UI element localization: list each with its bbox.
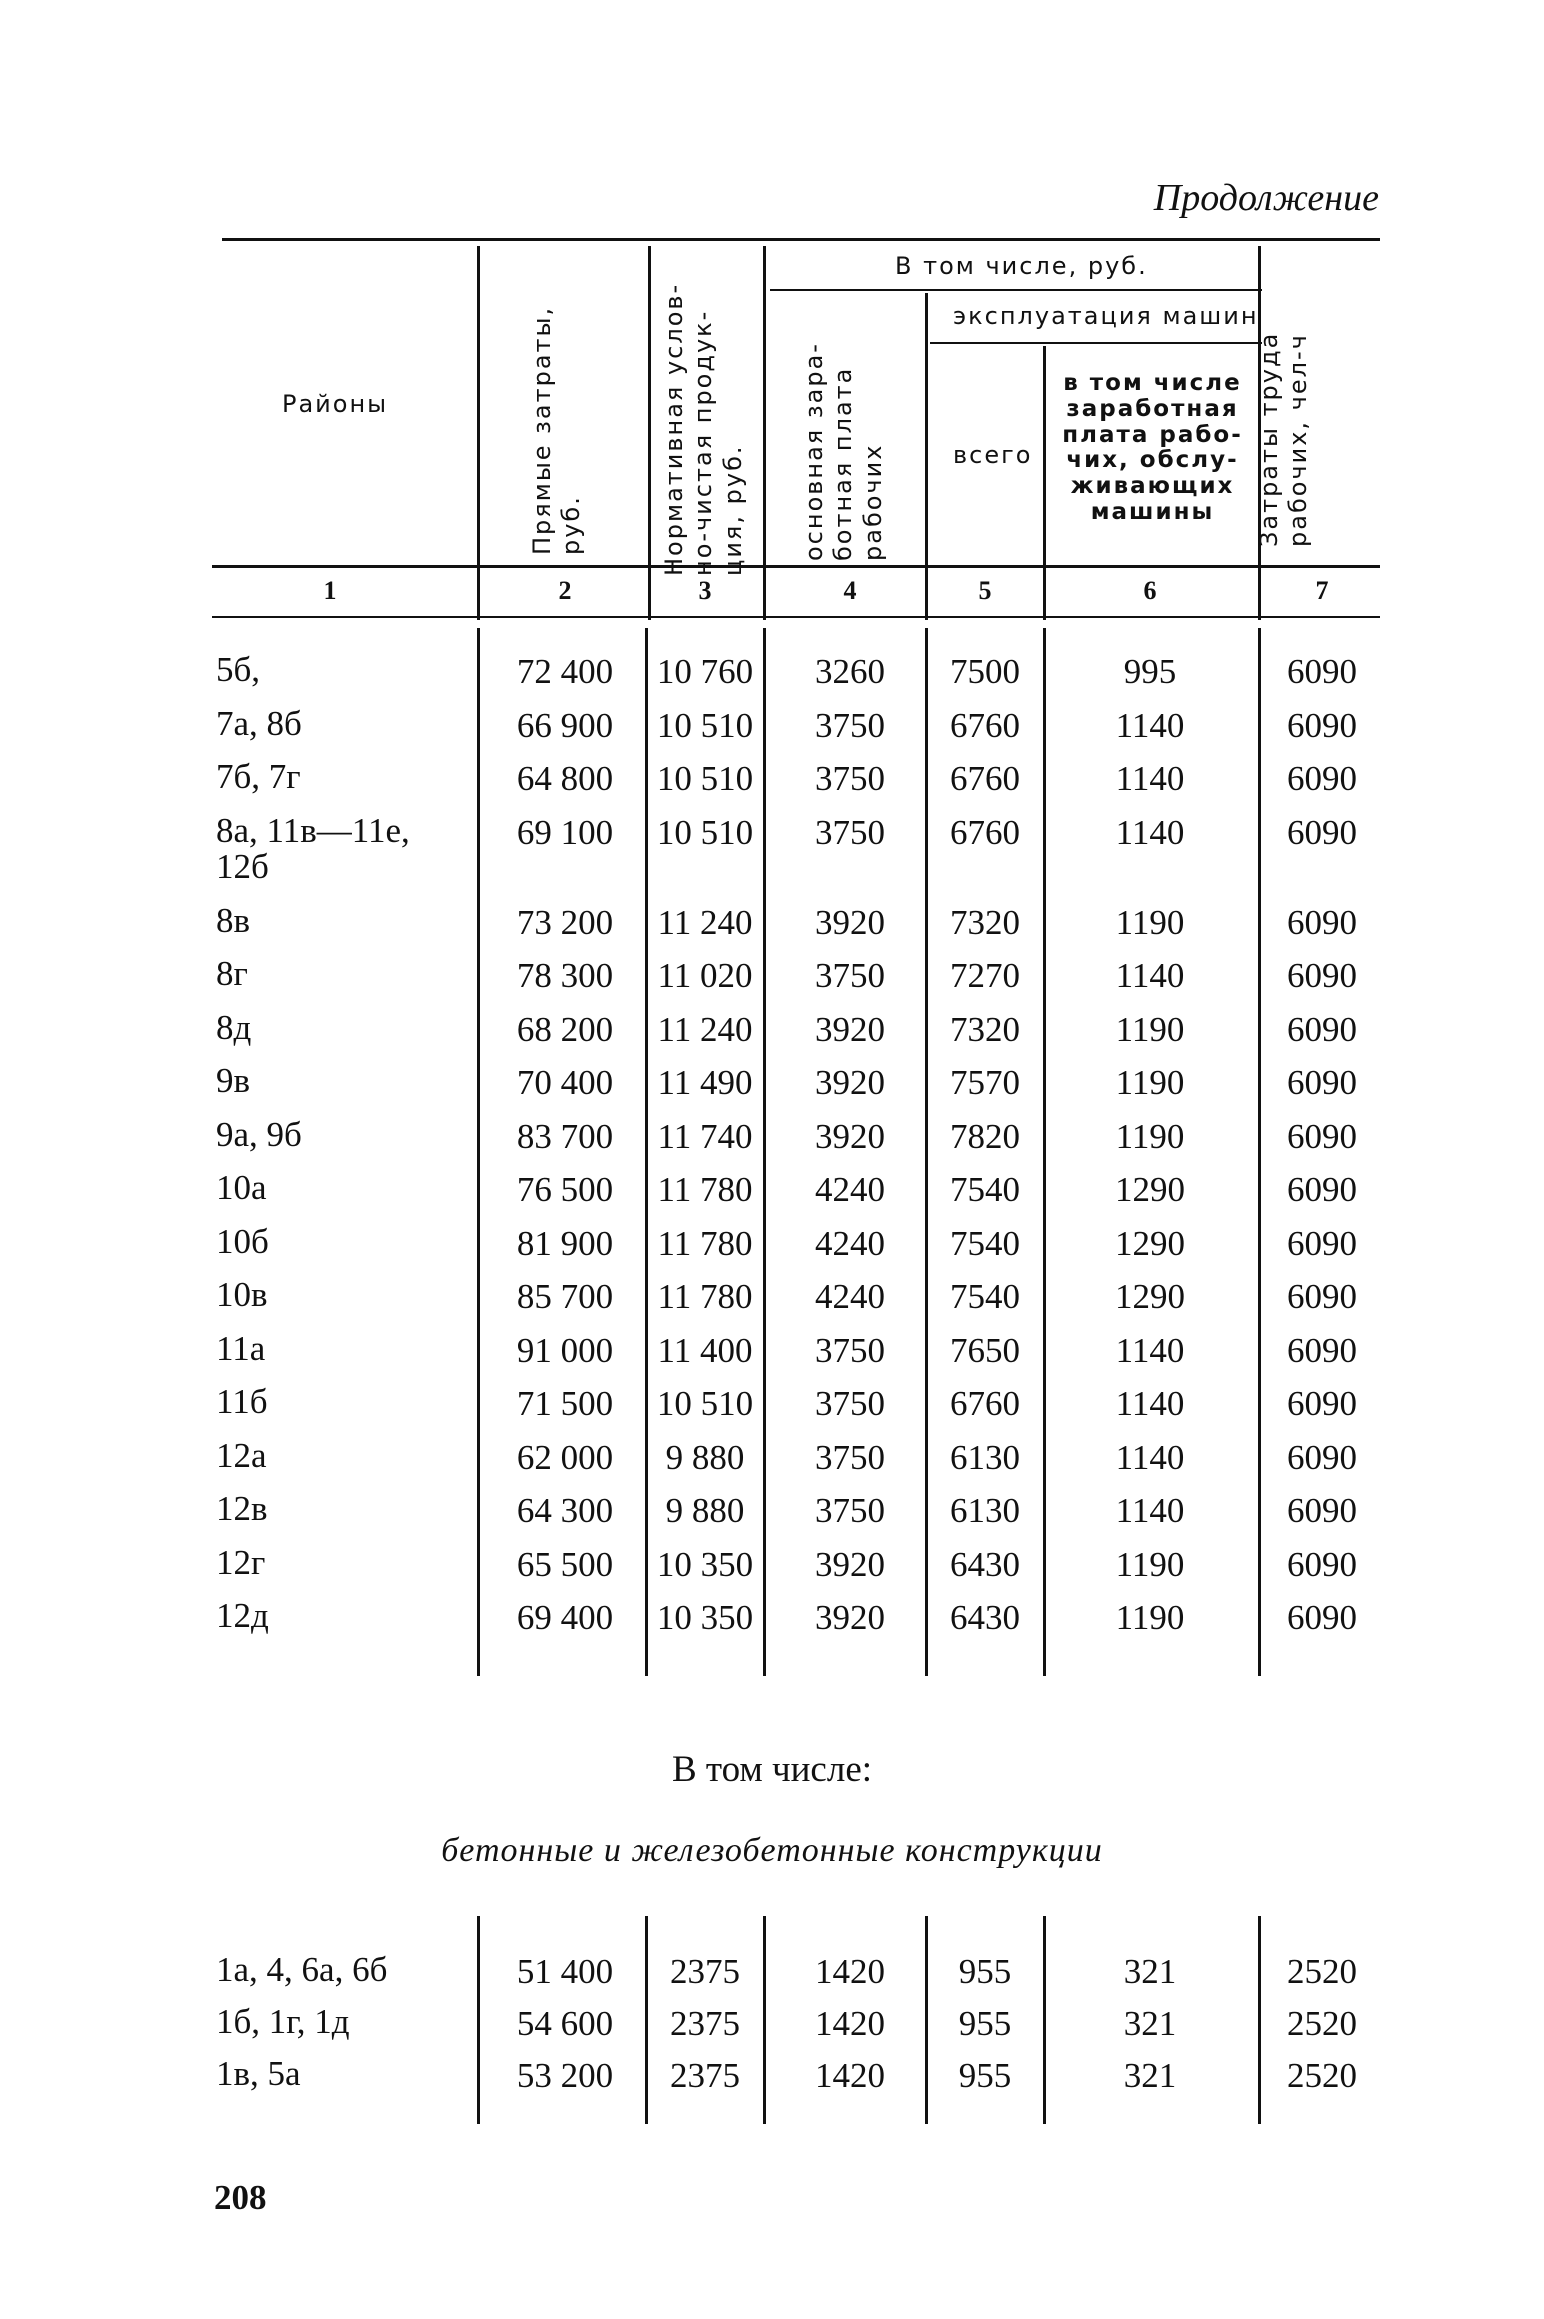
cell-col-3: 10 760 [656,652,754,691]
cell-col-5: 7650 [950,1330,1020,1370]
cell-col-5: 6760 [950,759,1020,798]
sub-vline-2 [645,1916,648,2124]
cell-col-3: 11 780 [657,1277,753,1316]
cell-col-2: 64 300 [516,1491,614,1530]
cell-col-2: 83 700 [516,1116,614,1156]
column-number-4: 4 [843,576,857,605]
cell-col-5: 6430 [950,1598,1020,1637]
cell-col-6: 1290 [1115,1223,1185,1263]
row-label: 8в [216,900,251,940]
cell-col-2: 70 400 [516,1063,614,1102]
cell-col-3: 11 740 [657,1116,753,1156]
cell-col-4: 3920 [815,902,885,942]
cell-col-7: 6090 [1287,652,1357,691]
cell-col-6: 1190 [1115,1544,1185,1584]
cell-col-5: 7820 [950,1116,1020,1156]
cell-col-7: 6090 [1287,705,1357,745]
cell-col-4: 3920 [815,1009,885,1049]
cell-col-2: 68 200 [516,1009,614,1049]
cell-col-6: 1190 [1115,1063,1185,1102]
sub-vline-1 [477,1916,480,2124]
cell-col-6: 1140 [1115,1491,1185,1530]
row-label: 10а [216,1168,267,1207]
cell-col-5: 6430 [950,1544,1020,1584]
cell-col-5: 7570 [950,1063,1020,1102]
cell-col-6: 1140 [1115,1437,1185,1477]
header-incl-wages: в том числе заработная плата рабо- чих, обслу- живающих машины [1062,370,1243,525]
cell-col-4: 3920 [815,1063,885,1102]
cell-col-7: 6090 [1287,1223,1357,1263]
cell-col-6: 995 [1123,652,1177,691]
machines-rule [930,342,1262,344]
cell-col-7: 6090 [1287,1544,1357,1584]
cell-col-6: 1290 [1115,1277,1185,1316]
cell-col-3: 11 780 [657,1223,753,1263]
cell-col-5: 955 [958,2004,1012,2043]
row-label: 7а, 8б [216,703,302,743]
body-vline-1 [477,628,480,1676]
row-label: 11а [216,1328,266,1368]
header-incl-group: В том числе, руб. [895,252,1148,280]
row-label: 10б [216,1221,269,1261]
cell-col-7: 6090 [1287,1116,1357,1156]
cell-col-4: 1420 [815,2004,885,2043]
column-number-7: 7 [1315,576,1329,605]
header-normative: Нормативная услов- но-чистая продук- ция, руб. [660,282,747,576]
cell-col-2: 73 200 [516,902,614,942]
cell-col-6: 1190 [1115,1116,1185,1156]
cell-col-5: 955 [958,1952,1012,1991]
cell-col-4: 3260 [815,652,885,691]
cell-col-3: 2375 [670,2004,740,2043]
cell-col-6: 1140 [1115,956,1185,995]
cell-col-6: 321 [1123,1952,1177,1991]
cell-col-3: 2375 [670,2056,740,2095]
cell-col-2: 69 400 [516,1598,614,1637]
cell-col-2: 65 500 [516,1544,614,1584]
cell-col-7: 2520 [1287,2004,1357,2043]
header-labor: Затраты труда рабочих, чел-ч [1255,331,1313,547]
cell-col-7: 6090 [1287,812,1357,852]
cell-col-5: 7320 [950,1009,1020,1049]
cell-col-5: 7500 [950,652,1020,691]
cell-col-4: 3920 [815,1598,885,1637]
row-label: 12д [216,1596,269,1635]
row-label: 11б [216,1382,268,1421]
cell-col-7: 6090 [1287,1598,1357,1637]
header-machines-total: всего [953,441,1033,469]
cell-col-4: 1420 [815,1952,885,1991]
cell-col-4: 3920 [815,1116,885,1156]
cell-col-2: 76 500 [516,1170,614,1209]
cell-col-2: 51 400 [516,1952,614,1991]
colnum-bottom-rule [212,616,1380,618]
cell-col-5: 7540 [950,1277,1020,1316]
cell-col-4: 1420 [815,2056,885,2095]
header-bottom-rule [212,565,1380,568]
cell-col-3: 11 240 [657,902,753,942]
header-machines-group: эксплуатация машин [953,302,1259,330]
row-label: 8а, 11в—11е, 12б [216,810,410,887]
cell-col-3: 10 510 [656,705,754,745]
cell-col-2: 72 400 [516,652,614,691]
continuation-label: Продолжение [1153,177,1379,219]
cell-col-5: 7270 [950,956,1020,995]
row-label: 10в [216,1275,268,1314]
cell-col-3: 10 510 [656,1384,754,1423]
cell-col-6: 1140 [1115,759,1185,798]
cell-col-3: 10 510 [656,812,754,852]
row-label: 8г [216,954,248,993]
cell-col-3: 10 350 [656,1598,754,1637]
cell-col-4: 4240 [815,1223,885,1263]
cell-col-4: 3750 [815,1384,885,1423]
cell-col-7: 6090 [1287,1384,1357,1423]
row-label: 9в [216,1061,251,1100]
header-vline-2 [648,246,651,620]
cell-col-7: 2520 [1287,2056,1357,2095]
cell-col-4: 3750 [815,1491,885,1530]
row-label: 8д [216,1007,252,1047]
cell-col-5: 6760 [950,1384,1020,1423]
cell-col-4: 3750 [815,705,885,745]
row-label: 1б, 1г, 1д [216,2002,350,2041]
body-vline-3 [763,628,766,1676]
cell-col-7: 6090 [1287,1437,1357,1477]
row-label: 12в [216,1489,268,1528]
cell-col-3: 11 400 [657,1330,753,1370]
cell-col-2: 64 800 [516,759,614,798]
cell-col-7: 6090 [1287,1491,1357,1530]
cell-col-6: 1140 [1115,705,1185,745]
column-number-5: 5 [978,576,992,605]
cell-col-3: 10 510 [656,759,754,798]
cell-col-4: 3750 [815,1437,885,1477]
cell-col-6: 1140 [1115,1384,1185,1423]
cell-col-5: 6760 [950,705,1020,745]
cell-col-7: 6090 [1287,902,1357,942]
cell-col-4: 3750 [815,759,885,798]
cell-col-5: 6130 [950,1437,1020,1477]
cell-col-6: 1140 [1115,812,1185,852]
row-label: 12а [216,1435,267,1475]
cell-col-7: 6090 [1287,1277,1357,1316]
page-number: 208 [214,2178,267,2217]
cell-col-5: 6130 [950,1491,1020,1530]
sub-vline-3 [763,1916,766,2124]
header-vline-1 [477,246,480,620]
sub-vline-6 [1258,1916,1261,2124]
cell-col-6: 321 [1123,2056,1177,2095]
cell-col-5: 955 [958,2056,1012,2095]
row-label: 12г [216,1542,266,1582]
cell-col-3: 9 880 [665,1491,745,1530]
group-rule [770,289,1262,291]
cell-col-2: 53 200 [516,2056,614,2095]
cell-col-2: 71 500 [516,1384,614,1423]
column-number-3: 3 [698,576,712,605]
header-rayony: Районы [282,390,389,418]
cell-col-3: 2375 [670,1952,740,1991]
cell-col-5: 7320 [950,902,1020,942]
cell-col-7: 6090 [1287,1009,1357,1049]
cell-col-7: 6090 [1287,956,1357,995]
cell-col-7: 6090 [1287,759,1357,798]
cell-col-6: 1190 [1115,902,1185,942]
column-number-1: 1 [323,576,337,605]
cell-col-6: 1190 [1115,1009,1185,1049]
header-direct-costs: Прямые затраты, руб. [528,305,586,555]
cell-col-2: 78 300 [516,956,614,995]
cell-col-6: 1140 [1115,1330,1185,1370]
cell-col-3: 11 240 [657,1009,753,1049]
cell-col-4: 3750 [815,956,885,995]
cell-col-7: 2520 [1287,1952,1357,1991]
cell-col-4: 4240 [815,1170,885,1209]
section-heading: бетонные и железобетонные конструкции [441,1832,1103,1869]
cell-col-3: 9 880 [665,1437,745,1477]
cell-col-7: 6090 [1287,1330,1357,1370]
row-label: 1а, 4, 6а, 6б [216,1950,388,1989]
cell-col-7: 6090 [1287,1170,1357,1209]
cell-col-2: 91 000 [516,1330,614,1370]
cell-col-3: 11 020 [657,956,753,995]
cell-col-5: 7540 [950,1223,1020,1263]
cell-col-2: 69 100 [516,812,614,852]
cell-col-2: 66 900 [516,705,614,745]
column-number-2: 2 [558,576,572,605]
header-vline-4 [925,293,928,620]
row-label: 1в, 5а [216,2054,301,2093]
cell-col-4: 4240 [815,1277,885,1316]
column-number-6: 6 [1143,576,1157,605]
cell-col-3: 10 350 [656,1544,754,1584]
cell-col-4: 3750 [815,1330,885,1370]
table-top-rule [222,238,1380,241]
cell-col-6: 321 [1123,2004,1177,2043]
cell-col-5: 7540 [950,1170,1020,1209]
row-label: 7б, 7г [216,757,301,796]
row-label: 9а, 9б [216,1114,302,1154]
cell-col-4: 3920 [815,1544,885,1584]
body-vline-6 [1258,628,1261,1676]
cell-col-5: 6760 [950,812,1020,852]
including-heading: В том числе: [671,1749,873,1790]
cell-col-6: 1290 [1115,1170,1185,1209]
cell-col-7: 6090 [1287,1063,1357,1102]
cell-col-3: 11 490 [657,1063,753,1102]
cell-col-6: 1190 [1115,1598,1185,1637]
cell-col-2: 54 600 [516,2004,614,2043]
cell-col-2: 62 000 [516,1437,614,1477]
row-label: 5б, [216,650,261,689]
body-vline-2 [645,628,648,1676]
cell-col-3: 11 780 [657,1170,753,1209]
cell-col-2: 85 700 [516,1277,614,1316]
cell-col-2: 81 900 [516,1223,614,1263]
header-wages: основная зара- ботная плата рабочих [800,342,887,561]
cell-col-4: 3750 [815,812,885,852]
